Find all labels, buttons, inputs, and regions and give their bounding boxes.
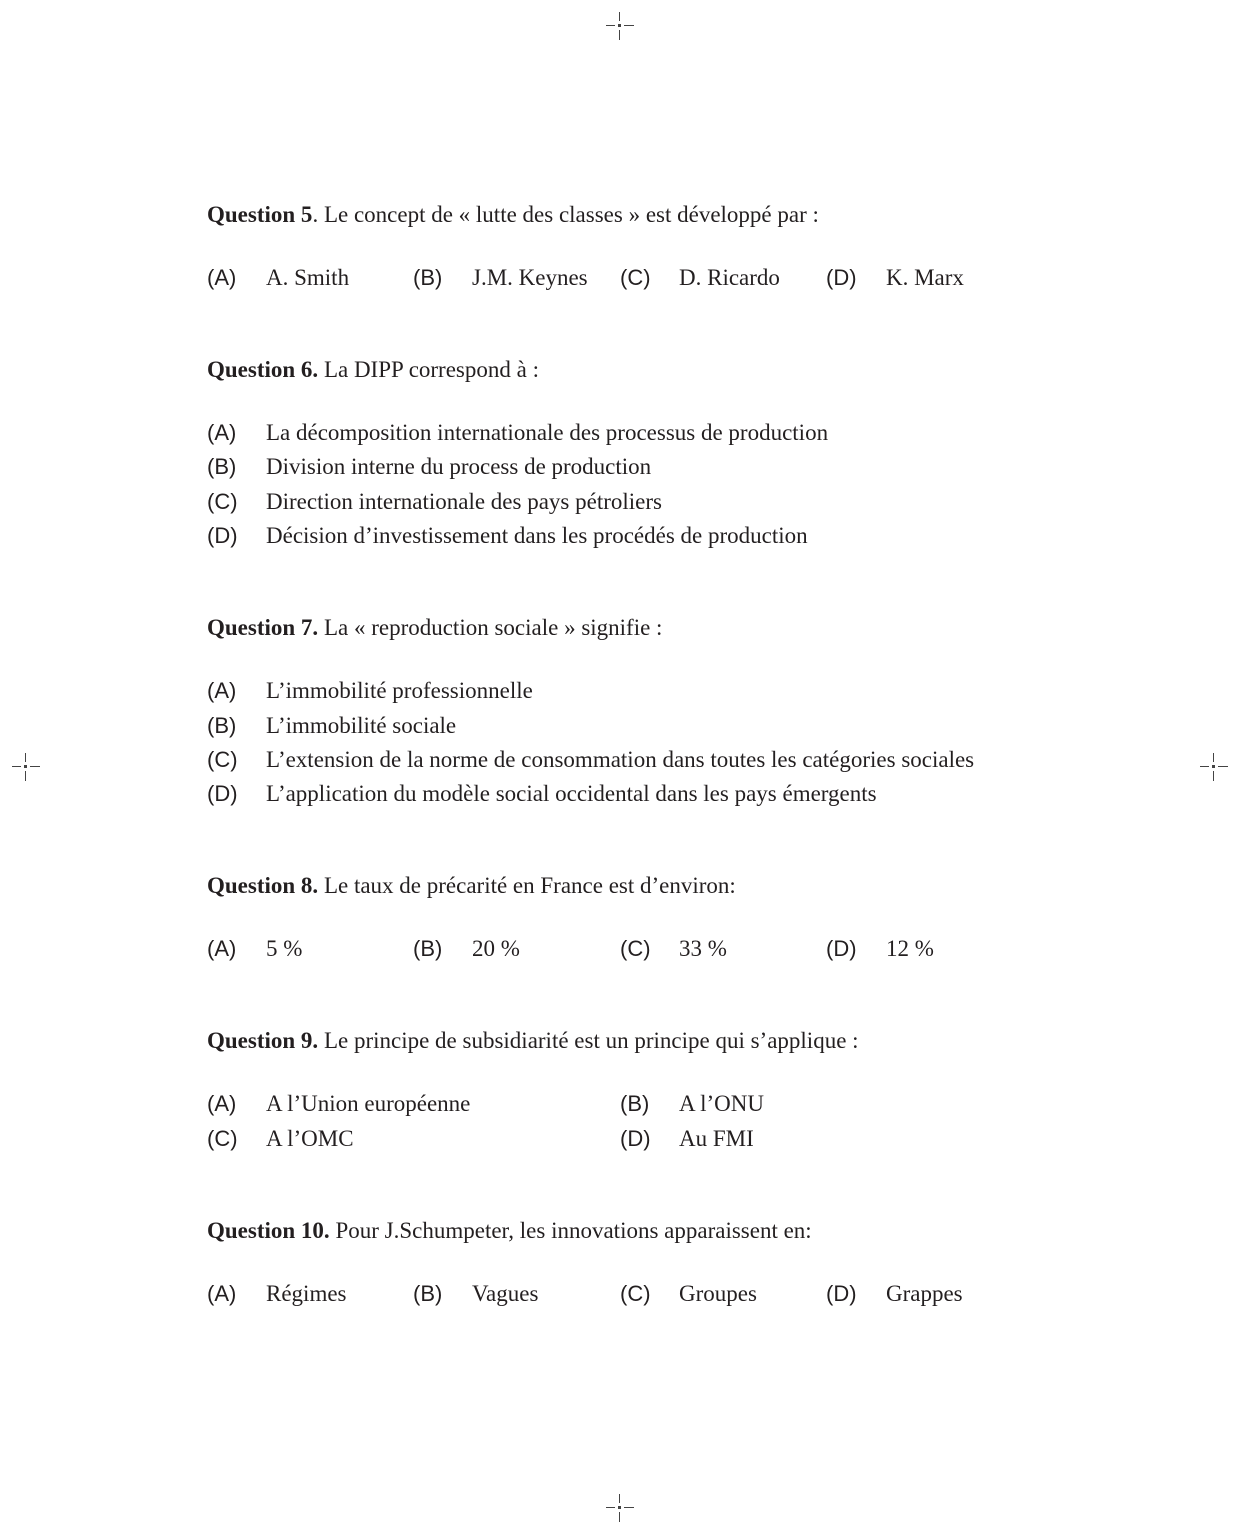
q6-option-c-letter: (C) — [207, 489, 238, 514]
q6-option-b-text: Division interne du process de production — [266, 454, 652, 479]
q5-option-a-text: A. Smith — [266, 265, 350, 290]
question-6-text: La DIPP correspond à : — [318, 357, 539, 382]
question-10-text: Pour J.Schumpeter, les innovations apparaissent en: — [329, 1218, 812, 1243]
q8-option-d-text: 12 % — [886, 936, 934, 961]
question-7-title — [207, 614, 662, 642]
q9-option-c-letter: (C) — [207, 1126, 238, 1151]
question-5-text: . Le concept de « lutte des classes » est développé par : — [312, 202, 819, 227]
q5-option-b-text: J.M. Keynes — [472, 265, 588, 290]
q5-option-c-text: D. Ricardo — [679, 265, 780, 290]
q6-option-d-letter: (D) — [207, 523, 238, 548]
q10-option-a-text: Régimes — [266, 1281, 347, 1306]
q7-option-d-letter: (D) — [207, 781, 238, 806]
q6-option-a-text: La décomposition internationale des processus de production — [266, 420, 829, 445]
q5-option-a-letter: (A) — [207, 265, 237, 290]
question-8-text: Le taux de précarité en France est d’environ: — [318, 873, 736, 898]
q8-option-c-text: 33 % — [679, 936, 727, 961]
q5-option-d-letter: (D) — [826, 265, 857, 290]
q7-option-d-text: L’application du modèle social occidental dans les pays émergents — [266, 781, 877, 806]
q8-option-a-text: 5 % — [266, 936, 303, 961]
question-5-label: Question 5 — [207, 202, 313, 227]
question-7-text: La « reproduction sociale » signifie : — [318, 615, 663, 640]
question-9-title — [207, 1027, 859, 1055]
q10-option-d-letter: (D) — [826, 1281, 857, 1306]
q7-option-a-text: L’immobilité professionnelle — [266, 678, 533, 703]
question-9-label: Question 9. — [207, 1028, 319, 1053]
q6-option-a-letter: (A) — [207, 420, 237, 445]
q9-option-b-text: A l’ONU — [679, 1091, 764, 1116]
q10-option-b-text: Vagues — [472, 1281, 539, 1306]
crop-mark-right — [1200, 753, 1228, 781]
q10-option-c-text: Groupes — [679, 1281, 757, 1306]
question-6-title — [207, 356, 539, 384]
crop-mark-left — [12, 753, 40, 781]
q6-option-c-text: Direction internationale des pays pétroliers — [266, 489, 662, 514]
question-10-label: Question 10. — [207, 1218, 330, 1243]
q7-option-c-letter: (C) — [207, 747, 238, 772]
q7-option-a-letter: (A) — [207, 678, 237, 703]
q7-option-c-text: L’extension de la norme de consommation dans toutes les catégories sociales — [266, 747, 975, 772]
q5-option-b-letter: (B) — [413, 265, 443, 290]
q9-option-b-letter: (B) — [620, 1091, 650, 1116]
q6-option-d-text: Décision d’investissement dans les procédés de production — [266, 523, 808, 548]
q9-option-a-text: A l’Union européenne — [266, 1091, 471, 1116]
q10-option-a-letter: (A) — [207, 1281, 237, 1306]
q7-option-b-letter: (B) — [207, 713, 237, 738]
q8-option-b-text: 20 % — [472, 936, 520, 961]
crop-mark-top — [606, 12, 634, 40]
question-6-label: Question 6. — [207, 357, 319, 382]
q5-option-d-text: K. Marx — [886, 265, 964, 290]
question-5-title — [207, 201, 819, 229]
q5-option-c-letter: (C) — [620, 265, 651, 290]
question-10-title — [207, 1217, 812, 1245]
q8-option-c-letter: (C) — [620, 936, 651, 961]
q10-option-d-text: Grappes — [886, 1281, 963, 1306]
q6-option-b-letter: (B) — [207, 454, 237, 479]
q9-option-a-letter: (A) — [207, 1091, 237, 1116]
q8-option-a-letter: (A) — [207, 936, 237, 961]
question-9-text: Le principe de subsidiarité est un principe qui s’applique : — [318, 1028, 859, 1053]
q9-option-d-text: Au FMI — [679, 1126, 754, 1151]
q9-option-d-letter: (D) — [620, 1126, 651, 1151]
question-8-title — [207, 872, 736, 900]
question-8-label: Question 8. — [207, 873, 319, 898]
q10-option-b-letter: (B) — [413, 1281, 443, 1306]
q8-option-b-letter: (B) — [413, 936, 443, 961]
q7-option-b-text: L’immobilité sociale — [266, 713, 457, 738]
crop-mark-bottom — [606, 1494, 634, 1522]
q9-option-c-text: A l’OMC — [266, 1126, 354, 1151]
question-7-label: Question 7. — [207, 615, 319, 640]
q8-option-d-letter: (D) — [826, 936, 857, 961]
q10-option-c-letter: (C) — [620, 1281, 651, 1306]
